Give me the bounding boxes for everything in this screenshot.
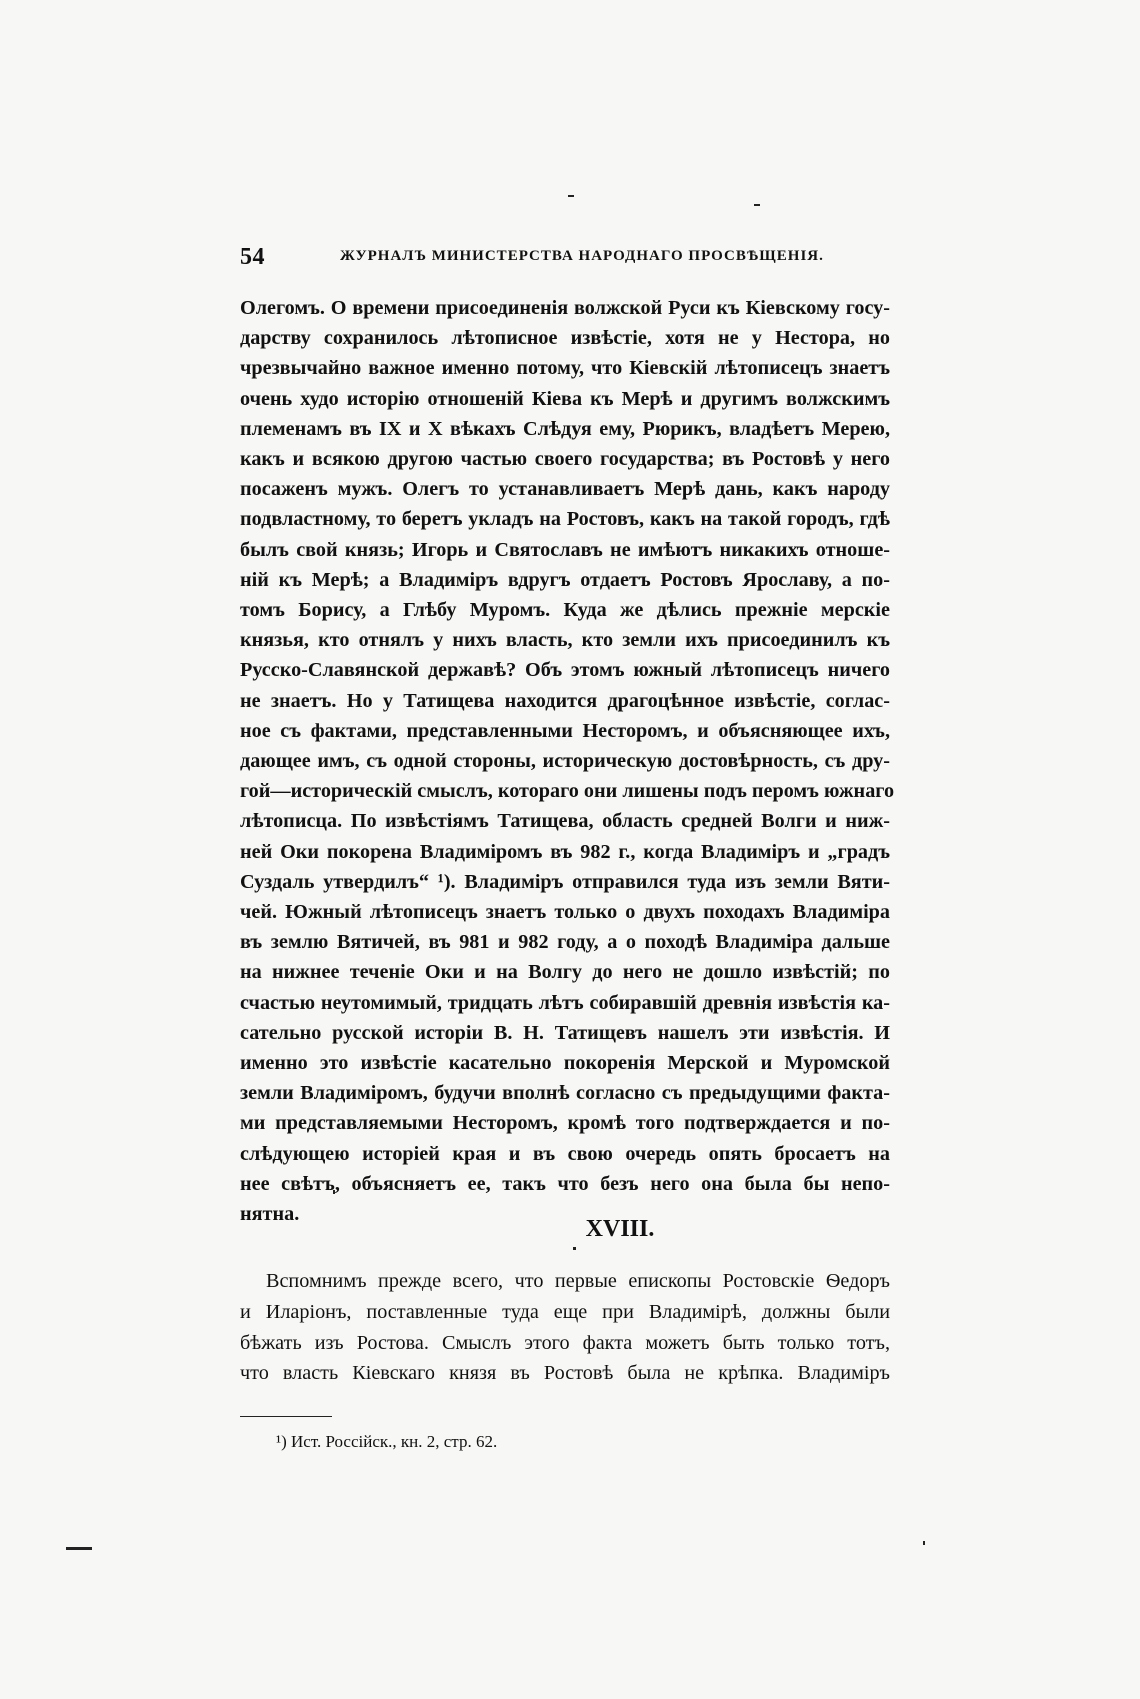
text-line: лѣтописца. По извѣстіямъ Татищева, область средней Волги и ниж-	[240, 810, 890, 833]
section-heading	[0, 1216, 1140, 1243]
text-line: князья, кто отнялъ у нихъ власть, кто земли ихъ присоединилъ къ	[240, 629, 890, 652]
text-line: очень худо исторію отношеній Кіева къ Мерѣ и другимъ волжскимъ	[240, 387, 890, 410]
text-line: Олегомъ. О времени присоединенія волжской Руси къ Кіевскому госу-	[240, 297, 890, 319]
text-line: Вспомнимъ прежде всего, что первые епископы Ростовскіе Ѳедоръ	[266, 1270, 890, 1292]
text-line: именно это извѣстіе касательно покоренія Мерской и Муромской	[240, 1052, 890, 1075]
text-line: ное съ фактами, представленными Несторомъ, и объясняющее ихъ,	[240, 719, 890, 742]
text-line: дающее имъ, съ одной стороны, историческую достовѣрность, съ дру-	[240, 750, 890, 773]
print-mark	[568, 195, 574, 197]
page-number: 54	[240, 244, 265, 270]
running-head	[240, 244, 890, 278]
text-line: Русско-Славянской державѣ? Объ этомъ южный лѣтописецъ ничего	[240, 659, 890, 682]
print-mark	[573, 1247, 576, 1250]
text-line: нее свѣтъ, объясняетъ ее, такъ что безъ него она была бы непо-	[240, 1172, 890, 1195]
text-line: томъ Борису, а Глѣбу Муромъ. Куда же дѣлись прежніе мерскіе	[240, 599, 890, 622]
paragraph-body	[240, 1266, 890, 1389]
text-line: счастью неутомимый, тридцать лѣтъ собиравшій древнія извѣстія ка-	[240, 991, 890, 1014]
text-line: посаженъ мужъ. Олегъ то устанавливаетъ Мерѣ дань, какъ народу	[240, 478, 890, 501]
text-line: племенамъ въ IX и X вѣкахъ Слѣдуя ему, Рюрикъ, владѣетъ Мерею,	[240, 417, 890, 440]
text-line: сательно русской исторіи В. Н. Татищевъ нашелъ эти извѣстія. И	[240, 1021, 890, 1044]
text-line: и Иларіонъ, поставленные туда еще при Владимірѣ, должны были	[240, 1300, 890, 1323]
print-mark	[754, 204, 760, 206]
text-line: дарству сохранилось лѣтописное извѣстіе, хотя не у Нестора, но	[240, 327, 890, 350]
text-line: какъ и всякою другою частью своего государства; въ Ростовѣ у него	[240, 448, 890, 471]
text-line: не знаетъ. Но у Татищева находится драгоцѣнное извѣстіе, соглас-	[240, 689, 890, 712]
text-line: подвластному, то беретъ укладъ на Ростовъ, какъ на такой городъ, гдѣ	[240, 508, 890, 531]
text-line: ній къ Мерѣ; а Владиміръ вдругъ отдаетъ Ростовъ Ярославу, а по-	[240, 568, 890, 591]
print-mark	[923, 1541, 925, 1545]
text-line: слѣдующею исторіей края и въ свою очередь опять бросаетъ на	[240, 1142, 890, 1165]
print-mark	[66, 1547, 92, 1550]
text-line: Суздаль утвердилъ“ ¹). Владиміръ отправился туда изъ земли Вяти-	[240, 870, 890, 893]
text-line: нятна.	[240, 1203, 300, 1226]
text-line: въ землю Вятичей, въ 981 и 982 году, а о походѣ Владиміра дальше	[240, 931, 890, 954]
text-line: земли Владиміромъ, будучи вполнѣ согласно съ предыдущими факта-	[240, 1082, 890, 1105]
text-line: что власть Кіевскаго князя въ Ростовѣ была не крѣпка. Владиміръ	[240, 1362, 890, 1385]
paragraph-body	[240, 293, 895, 1229]
text-line: чрезвычайно важное именно потому, что Кіевскій лѣтописецъ знаетъ	[240, 357, 890, 380]
text-line: былъ свой князь; Игорь и Святославъ не имѣютъ никакихъ отноше-	[240, 538, 890, 561]
text-line: ми представляемыми Несторомъ, кромѣ того подтверждается и по-	[240, 1112, 890, 1135]
running-title: ЖУРНАЛЪ МИНИСТЕРСТВА НАРОДНАГО ПРОСВѢЩЕНІЯ.	[340, 248, 824, 264]
section-number: XVIII.	[585, 1216, 655, 1242]
text-line: ней Оки покорена Владиміромъ въ 982 г., когда Владиміръ и „градъ	[240, 840, 890, 863]
text-line: бѣжать изъ Ростова. Смыслъ этого факта можетъ быть только тотъ,	[240, 1331, 890, 1354]
text-line: гой—историческій смыслъ, котораго они лишены подъ перомъ южнаго	[240, 780, 895, 803]
footnote: ¹) Ист. Россійск., кн. 2, стр. 62.	[276, 1432, 498, 1451]
text-line: чей. Южный лѣтописецъ знаетъ только о двухъ походахъ Владиміра	[240, 901, 890, 924]
footnote-rule	[240, 1416, 332, 1417]
text-line: на нижнее теченіе Оки и на Волгу до него не дошло извѣстій; по	[240, 961, 890, 984]
